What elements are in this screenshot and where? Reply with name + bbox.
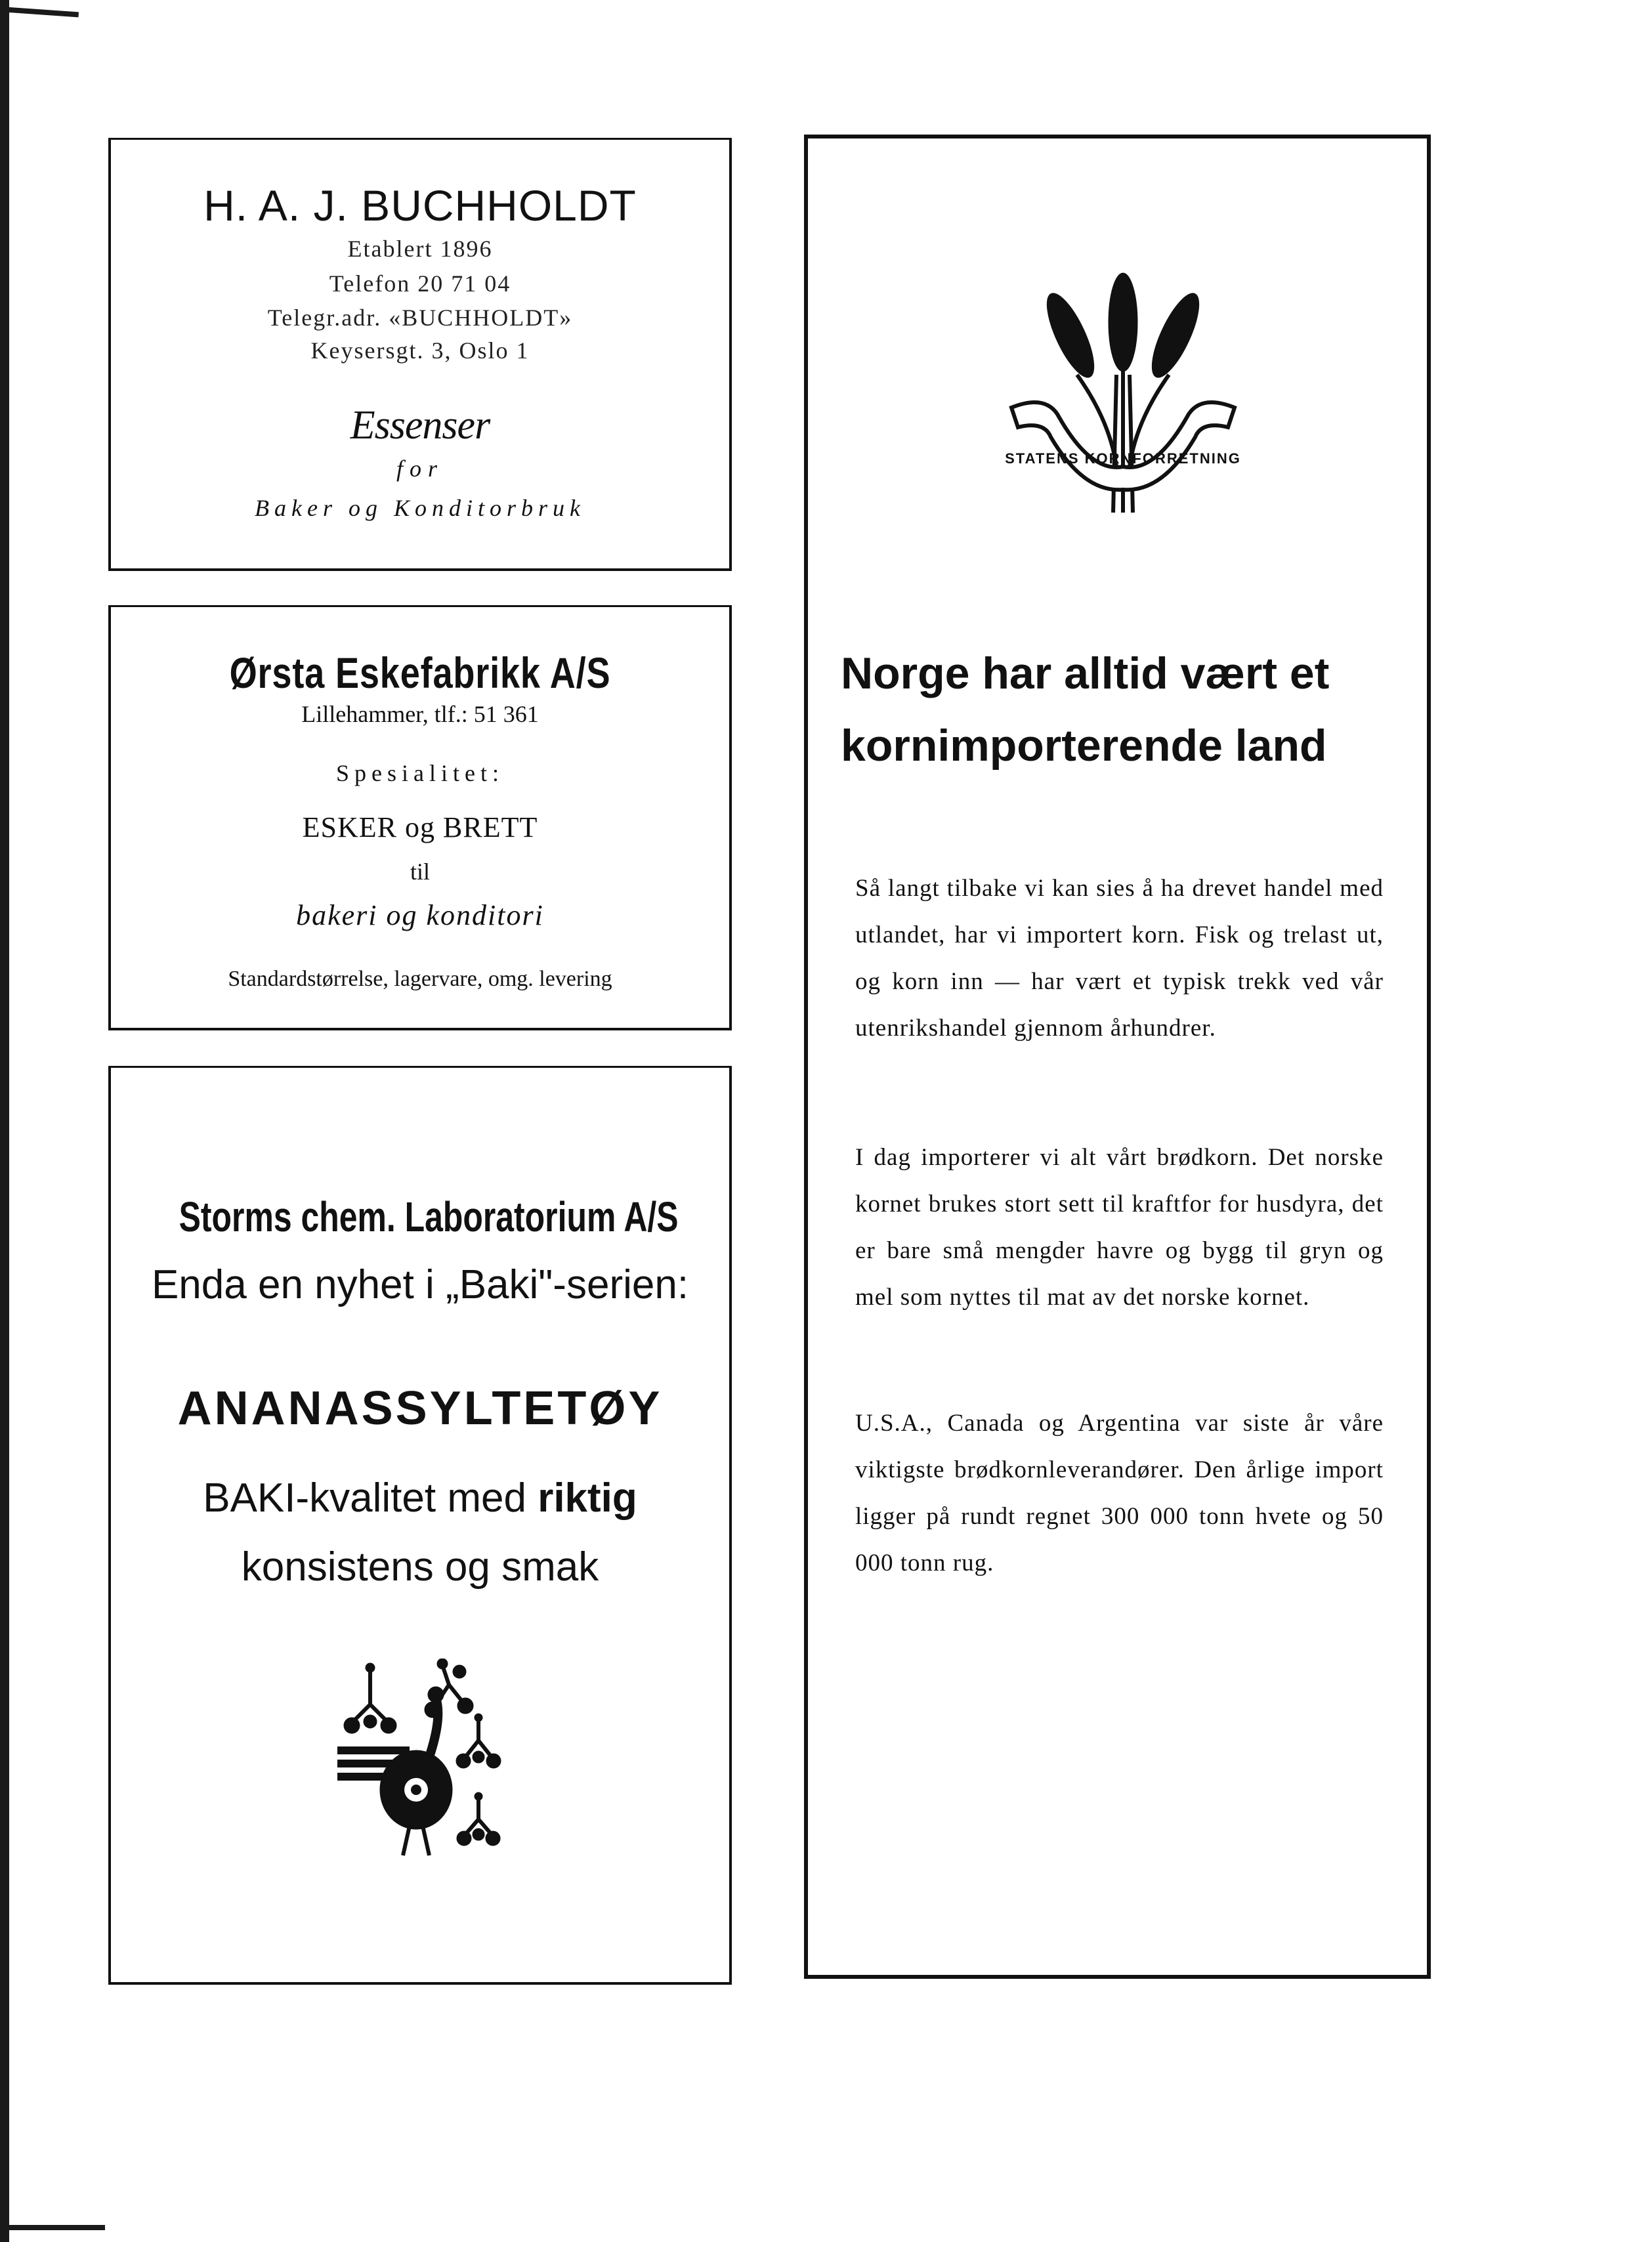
paragraph-2: I dag importerer vi alt vårt brødkorn. Det norske kornet brukes stort sett til kraftfor for husdyra, det er bare små mengder havre og bygg til gryn og mel som nyttes til mat av det norske kornet. xyxy=(855,1144,1384,1311)
page-binding-edge xyxy=(0,0,9,2242)
headline: Norge har alltid vært et kornimporterende land xyxy=(841,648,1330,771)
quality-emphasis: riktig xyxy=(538,1475,637,1521)
tagline: Enda en nyhet i „Baki"-serien: xyxy=(151,1262,689,1307)
company-name: Ørsta Eskefabrikk A/S xyxy=(229,648,611,697)
product-use: Baker og Konditorbruk xyxy=(255,495,585,521)
for-text: for xyxy=(396,455,444,482)
scan-corner-mark xyxy=(0,2225,105,2230)
location-phone: Lillehammer, tlf.: 51 361 xyxy=(301,701,539,727)
ad-storms-laboratorium xyxy=(108,1066,732,1985)
til-text: til xyxy=(410,858,430,885)
quality-prefix: BAKI-kvalitet med xyxy=(203,1475,538,1521)
logo-text: STATENS KORNFORRETNING xyxy=(1005,450,1241,467)
quality-suffix: konsistens og smak xyxy=(241,1544,599,1590)
telegram-address: Telegr.adr. «BUCHHOLDT» xyxy=(267,305,573,331)
company-name: H. A. J. BUCHHOLDT xyxy=(203,181,637,230)
quality-line xyxy=(111,1475,729,1521)
company-name: Storms chem. Laboratorium A/S xyxy=(179,1193,679,1240)
ad-statens-kornforretning xyxy=(804,135,1431,1979)
footer-note: Standardstørrelse, lagervare, omg. levering xyxy=(228,967,612,991)
specialty-label: Spesialitet: xyxy=(336,760,504,786)
paragraph-3: U.S.A., Canada og Argentina var siste år våre viktigste brødkornleverandører. Den årlige import ligger på rundt regnet 300 000 tonn hvete og 50 000 tonn rug. xyxy=(855,1410,1384,1576)
ad-orsta-eskefabrikk xyxy=(108,605,732,1030)
paragraph-1: Så langt tilbake vi kan sies å ha drevet handel med utlandet, har vi importert korn. Fisk og trelast ut, og korn inn — har vært et typisk trekk ved vår utenrikshandel gjennom århundrer. xyxy=(855,875,1384,1042)
ad-buchholdt xyxy=(108,138,732,571)
phone: Telefon 20 71 04 xyxy=(329,270,511,297)
scan-corner-mark xyxy=(0,7,79,17)
peacock-logo-icon xyxy=(331,1659,515,1869)
established: Etablert 1896 xyxy=(347,236,493,262)
product-name: ANANASSYLTETØY xyxy=(177,1382,663,1435)
specialty: ESKER og BRETT xyxy=(302,811,538,843)
street-address: Keysersgt. 3, Oslo 1 xyxy=(310,337,530,364)
wheat-logo-icon xyxy=(1005,270,1241,519)
product-name: Essenser xyxy=(350,403,490,448)
target-market: bakeri og konditori xyxy=(296,899,544,931)
